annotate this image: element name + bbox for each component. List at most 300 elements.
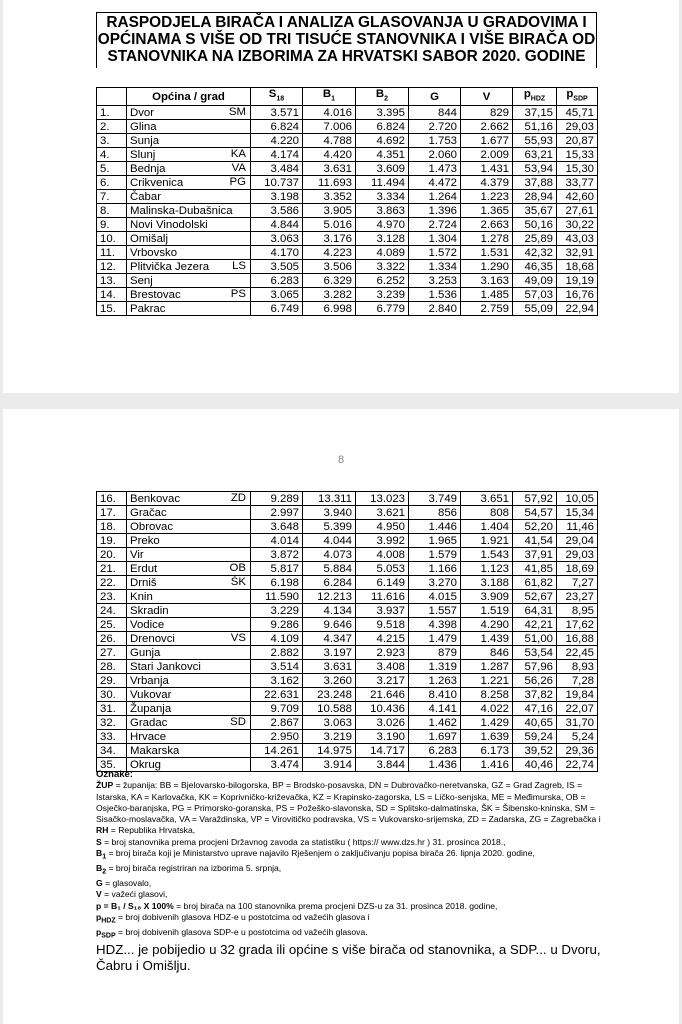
hdz-percent-cell: 56,26 [513,674,557,688]
row-number: 10. [97,232,127,246]
voted-cell: 1.536 [409,288,461,302]
voted-cell: 3.270 [409,576,461,590]
population-cell: 3.872 [251,548,303,562]
voted-cell: 1.557 [409,604,461,618]
municipality-cell [127,274,251,288]
hdz-percent-cell: 46,35 [513,260,557,274]
table-row [97,218,598,232]
header-b1: $B_1$ [303,88,356,106]
row-number: 4. [97,148,127,162]
hdz-percent-cell: 53,54 [513,646,557,660]
hdz-percent-cell: 57,96 [513,660,557,674]
sdp-percent-cell: 7,27 [557,576,598,590]
hdz-percent-cell: 49,09 [513,274,557,288]
population-cell: 2.997 [251,506,303,520]
voters-b1-cell: 3.282 [303,288,356,302]
voters-b2-cell: 3.609 [356,162,409,176]
voters-b2-cell: 3.621 [356,506,409,520]
table-row [97,520,598,534]
voters-b2-cell: 4.008 [356,548,409,562]
municipality-cell [127,660,251,674]
legend-s: S = broj stanovnika prema procjeni Državnog zavoda za statistiku ( https:// www.dzs.hr ) 31. prosinca 2018., [96,836,506,847]
valid-votes-cell: 1.519 [461,604,513,618]
sdp-percent-cell: 29,36 [557,744,598,758]
municipality-cell [127,134,251,148]
header-opcina: Općina / grad [127,88,251,106]
county-code: OB [229,562,246,574]
sdp-percent-cell: 11,46 [557,520,598,534]
voted-cell: 3.253 [409,274,461,288]
population-cell: 4.844 [251,218,303,232]
sdp-percent-cell: 18,69 [557,562,598,576]
municipality-cell [127,590,251,604]
municipality-name: Gradac [130,716,168,729]
sdp-percent-cell: 42,60 [557,190,598,204]
voted-cell: 8.410 [409,688,461,702]
voted-cell: 2.840 [409,302,461,316]
population-cell: 9.709 [251,702,303,716]
voted-cell: 1.264 [409,190,461,204]
voters-b1-cell: 4.044 [303,534,356,548]
table-row [97,590,598,604]
sdp-percent-cell: 29,04 [557,534,598,548]
voters-b1-cell: 5.884 [303,562,356,576]
hdz-percent-cell: 52,67 [513,590,557,604]
voters-b2-cell: 4.089 [356,246,409,260]
sdp-percent-cell: 8,93 [557,660,598,674]
population-cell: 3.571 [251,106,303,120]
municipality-name: Skradin [130,604,169,617]
sdp-percent-cell: 29,03 [557,548,598,562]
voted-cell: 1.697 [409,730,461,744]
sdp-percent-cell: 16,76 [557,288,598,302]
voted-cell: 2.060 [409,148,461,162]
valid-votes-cell: 2.663 [461,218,513,232]
county-code: SD [230,716,246,728]
municipality-name: Slunj [130,148,156,161]
sdp-percent-cell: 17,62 [557,618,598,632]
voters-b1-cell: 23.248 [303,688,356,702]
sdp-percent-cell: 23,27 [557,590,598,604]
table-row [97,106,598,120]
table-row [97,260,598,274]
municipality-cell [127,246,251,260]
hdz-percent-cell: 25,89 [513,232,557,246]
voters-b1-cell: 3.631 [303,162,356,176]
hdz-percent-cell: 37,82 [513,688,557,702]
voters-b2-cell: 3.408 [356,660,409,674]
valid-votes-cell: 1.531 [461,246,513,260]
population-cell: 3.474 [251,758,303,772]
voters-b2-cell: 3.128 [356,232,409,246]
voters-b1-cell: 7.006 [303,120,356,134]
row-number: 32. [97,716,127,730]
municipality-name: Vodice [130,618,165,631]
voters-b2-cell: 6.779 [356,302,409,316]
legend [96,769,606,973]
voted-cell: 1.304 [409,232,461,246]
municipality-cell [127,646,251,660]
voted-cell: 4.141 [409,702,461,716]
voted-cell: 1.446 [409,520,461,534]
row-number: 27. [97,646,127,660]
legend-p: p = B₁ / S₁₈ X 100% = broj birača na 100 stanovnika prema procjeni DZS-u za 31. prosinca 2018. godine, [96,900,498,911]
municipality-name: Knin [130,590,153,603]
table-row [97,506,598,520]
table-header-row [97,88,598,106]
county-code: SM [228,106,246,119]
valid-votes-cell: 3.163 [461,274,513,288]
municipality-cell [127,716,251,730]
voters-b2-cell: 4.351 [356,148,409,162]
valid-votes-cell: 3.188 [461,576,513,590]
voters-b1-cell: 13.311 [303,492,356,506]
valid-votes-cell: 1.431 [461,162,513,176]
municipality-cell [127,688,251,702]
municipality-name: Crikvenica [130,176,184,189]
voters-b2-cell: 11.494 [356,176,409,190]
row-number: 31. [97,702,127,716]
voted-cell: 6.283 [409,744,461,758]
voted-cell: 2.724 [409,218,461,232]
population-cell: 3.586 [251,204,303,218]
table-row [97,288,598,302]
voters-b2-cell: 21.646 [356,688,409,702]
voters-b2-cell: 3.190 [356,730,409,744]
valid-votes-cell: 1.223 [461,190,513,204]
table-row [97,492,598,506]
voters-b2-cell: 3.026 [356,716,409,730]
legend-v: V = važeći glasovi, [96,889,168,900]
header-s18: $S_{18}$ [251,88,303,106]
municipality-name: Čabar [130,190,162,203]
voters-b1-cell: 5.399 [303,520,356,534]
legend-rh: RH = Republika Hrvatska, [96,825,196,836]
hdz-percent-cell: 54,57 [513,506,557,520]
legend-g: G = glasovalo, [96,878,152,889]
voted-cell: 856 [409,506,461,520]
population-cell: 4.170 [251,246,303,260]
sdp-percent-cell: 10,05 [557,492,598,506]
county-code: PG [229,176,246,189]
table-row [97,562,598,576]
voters-b2-cell: 4.215 [356,632,409,646]
population-cell: 3.484 [251,162,303,176]
valid-votes-cell: 3.651 [461,492,513,506]
sdp-percent-cell: 22,94 [557,302,598,316]
voted-cell: 1.753 [409,134,461,148]
row-number: 7. [97,190,127,204]
table-row [97,162,598,176]
population-cell: 2.882 [251,646,303,660]
county-code: VA [231,162,246,175]
hdz-percent-cell: 51,16 [513,120,557,134]
municipality-cell [127,260,251,274]
municipality-cell [127,190,251,204]
population-cell: 2.950 [251,730,303,744]
voters-b1-cell: 6.284 [303,576,356,590]
legend-phdz: $p_{HDZ}$ = broj dobivenih glasova HDZ-e u postotcima od važećih glasova i [96,912,370,925]
valid-votes-cell: 6.173 [461,744,513,758]
row-number: 11. [97,246,127,260]
voters-b2-cell: 6.252 [356,274,409,288]
voted-cell: 4.472 [409,176,461,190]
sdp-percent-cell: 43,03 [557,232,598,246]
municipality-name: Preko [130,534,160,547]
row-number: 16. [97,492,127,506]
hdz-percent-cell: 41,54 [513,534,557,548]
header-v: V [461,88,513,106]
hdz-percent-cell: 40,46 [513,758,557,772]
row-number: 33. [97,730,127,744]
hdz-percent-cell: 42,21 [513,618,557,632]
municipality-cell [127,534,251,548]
voted-cell: 1.396 [409,204,461,218]
table-row [97,716,598,730]
valid-votes-cell: 1.278 [461,232,513,246]
valid-votes-cell: 3.909 [461,590,513,604]
voters-b2-cell: 2.923 [356,646,409,660]
population-cell: 9.286 [251,618,303,632]
voters-b2-cell: 3.937 [356,604,409,618]
legend-b2: $B_2$ = broj birača registriran na izborima 5. srpnja, [96,863,282,876]
sdp-percent-cell: 19,19 [557,274,598,288]
county-code: PS [230,288,246,301]
voters-b1-cell: 3.260 [303,674,356,688]
voted-cell: 1.462 [409,716,461,730]
population-cell: 3.648 [251,520,303,534]
population-cell: 3.162 [251,674,303,688]
voters-table-part-2 [96,491,598,772]
municipality-cell [127,744,251,758]
county-code: LS [232,260,246,273]
voters-b1-cell: 4.347 [303,632,356,646]
table-body-part-1 [97,106,598,316]
hdz-percent-cell: 53,94 [513,162,557,176]
population-cell: 3.514 [251,660,303,674]
municipality-name: Omišalj [130,232,168,245]
row-number: 30. [97,688,127,702]
legend-zup: ŽUP = županija: BB = Bjelovarsko-bilogorska, BP = Brodsko-posavska, DN = Dubrovačko-neretvanska, GZ = Grad Zagreb, IS = Istarska, KA = Karlovačka, KK = Koprivničko-križevačka, KZ = Krapinsko-zagorska, LS = Ličko-senjska, ME = Međimurska, OB = Osječko-baranjska, PG = Primorsko-goranska, PS = Požeško-slavonska, SD = Splitsko-dalmatinska, ŠK = Šibensko-kninska, SM = Sisačko-moslavačka, VA = Varaždinska, VP = Virovitičko podravska, VS = Vukovarsko-srijemska, ZD = Zadarska, ZG = Zagrebačka i [96,780,601,825]
valid-votes-cell: 1.677 [461,134,513,148]
valid-votes-cell: 846 [461,646,513,660]
municipality-cell [127,302,251,316]
valid-votes-cell: 1.416 [461,758,513,772]
valid-votes-cell: 4.379 [461,176,513,190]
voters-b2-cell: 4.970 [356,218,409,232]
sdp-percent-cell: 33,77 [557,176,598,190]
municipality-cell [127,674,251,688]
row-number: 8. [97,204,127,218]
voted-cell: 4.015 [409,590,461,604]
table-row [97,604,598,618]
municipality-cell [127,618,251,632]
row-number: 29. [97,674,127,688]
sdp-percent-cell: 22,07 [557,702,598,716]
row-number: 24. [97,604,127,618]
municipality-cell [127,562,251,576]
municipality-cell [127,232,251,246]
sdp-percent-cell: 29,03 [557,120,598,134]
table-row [97,134,598,148]
table-row [97,274,598,288]
table-row [97,246,598,260]
valid-votes-cell: 1.639 [461,730,513,744]
municipality-cell [127,730,251,744]
table-row [97,730,598,744]
row-number: 22. [97,576,127,590]
municipality-name: Senj [130,274,153,287]
municipality-name: Dvor [130,106,155,119]
sdp-percent-cell: 31,70 [557,716,598,730]
voters-b1-cell: 4.134 [303,604,356,618]
hdz-percent-cell: 37,88 [513,176,557,190]
voted-cell: 2.720 [409,120,461,134]
voters-b2-cell: 10.436 [356,702,409,716]
sdp-percent-cell: 20,87 [557,134,598,148]
population-cell: 2.867 [251,716,303,730]
hdz-percent-cell: 42,32 [513,246,557,260]
municipality-name: Vukovar [130,688,172,701]
table-row [97,232,598,246]
municipality-name: Vir [130,548,144,561]
table-row [97,548,598,562]
hdz-percent-cell: 57,92 [513,492,557,506]
table-row [97,688,598,702]
valid-votes-cell: 8.258 [461,688,513,702]
table-row [97,674,598,688]
municipality-name: Županja [130,702,172,715]
municipality-name: Benkovac [130,492,181,505]
hdz-percent-cell: 51,00 [513,632,557,646]
table-row [97,702,598,716]
row-number: 12. [97,260,127,274]
population-cell: 6.824 [251,120,303,134]
hdz-percent-cell: 55,93 [513,134,557,148]
municipality-cell [127,176,251,190]
table-row [97,176,598,190]
county-code: KA [230,148,246,161]
municipality-cell [127,520,251,534]
valid-votes-cell: 1.485 [461,288,513,302]
voters-b1-cell: 4.016 [303,106,356,120]
voters-b1-cell: 6.998 [303,302,356,316]
municipality-name: Bednja [130,162,166,175]
row-number: 2. [97,120,127,134]
header-g: G [409,88,461,106]
voted-cell: 1.965 [409,534,461,548]
voters-b1-cell: 4.788 [303,134,356,148]
conclusion-text: HDZ... je pobijedio u 32 grada ili općine s više birača od stanovnika, a SDP... u Dvoru, Čabru i Omišlju. [96,942,601,973]
valid-votes-cell: 1.543 [461,548,513,562]
municipality-cell [127,204,251,218]
voters-b2-cell: 3.322 [356,260,409,274]
row-number: 25. [97,618,127,632]
voted-cell: 1.166 [409,562,461,576]
municipality-cell [127,218,251,232]
voters-b1-cell: 14.975 [303,744,356,758]
table-row [97,302,598,316]
voters-b1-cell: 3.914 [303,758,356,772]
population-cell: 3.198 [251,190,303,204]
sdp-percent-cell: 19,84 [557,688,598,702]
municipality-cell [127,604,251,618]
voters-b1-cell: 4.420 [303,148,356,162]
sdp-percent-cell: 5,24 [557,730,598,744]
row-number: 6. [97,176,127,190]
county-code: ŠK [230,576,246,588]
population-cell: 4.174 [251,148,303,162]
voters-b1-cell: 4.073 [303,548,356,562]
hdz-percent-cell: 28,94 [513,190,557,204]
voters-b1-cell: 3.063 [303,716,356,730]
table-title: RASPODJELA BIRAČA I ANALIZA GLASOVANJA U GRADOVIMA I OPĆINAMA S VIŠE OD TRI TISUĆE STANOVNIKA I VIŠE BIRAČA OD STANOVNIKA NA IZBORIMA ZA HRVATSKI SABOR 2020. GODINE [96,12,597,68]
table-row [97,646,598,660]
sdp-percent-cell: 22,45 [557,646,598,660]
voters-b2-cell: 6.824 [356,120,409,134]
sdp-percent-cell: 16,88 [557,632,598,646]
voted-cell: 4.398 [409,618,461,632]
population-cell: 14.261 [251,744,303,758]
voters-table-part-1 [96,87,598,316]
voters-b1-cell: 3.905 [303,204,356,218]
row-number: 3. [97,134,127,148]
voted-cell: 1.334 [409,260,461,274]
voters-b1-cell: 4.223 [303,246,356,260]
document-page-1 [3,0,679,393]
table-row [97,120,598,134]
municipality-cell [127,632,251,646]
hdz-percent-cell: 52,20 [513,520,557,534]
valid-votes-cell: 1.365 [461,204,513,218]
sdp-percent-cell: 15,34 [557,506,598,520]
municipality-name: Obrovac [130,520,174,533]
municipality-name: Plitvička Jezera [130,260,210,273]
voted-cell: 3.749 [409,492,461,506]
row-number: 21. [97,562,127,576]
row-number: 19. [97,534,127,548]
municipality-name: Drenovci [130,632,175,645]
sdp-percent-cell: 22,74 [557,758,598,772]
voters-b1-cell: 3.176 [303,232,356,246]
table-row [97,660,598,674]
valid-votes-cell: 1.221 [461,674,513,688]
valid-votes-cell: 1.439 [461,632,513,646]
valid-votes-cell: 829 [461,106,513,120]
voted-cell: 1.436 [409,758,461,772]
row-number: 9. [97,218,127,232]
table-row [97,190,598,204]
voters-b2-cell: 3.992 [356,534,409,548]
municipality-name: Makarska [130,744,180,757]
population-cell: 3.063 [251,232,303,246]
hdz-percent-cell: 39,52 [513,744,557,758]
row-number: 14. [97,288,127,302]
municipality-cell [127,548,251,562]
header-phdz: $p_{HDZ}$ [513,88,557,106]
population-cell: 4.220 [251,134,303,148]
municipality-cell [127,288,251,302]
population-cell: 6.749 [251,302,303,316]
table-row [97,632,598,646]
voters-b2-cell: 3.217 [356,674,409,688]
voters-b1-cell: 5.016 [303,218,356,232]
valid-votes-cell: 1.429 [461,716,513,730]
voters-b1-cell: 12.213 [303,590,356,604]
row-number: 13. [97,274,127,288]
population-cell: 3.065 [251,288,303,302]
municipality-cell [127,576,251,590]
